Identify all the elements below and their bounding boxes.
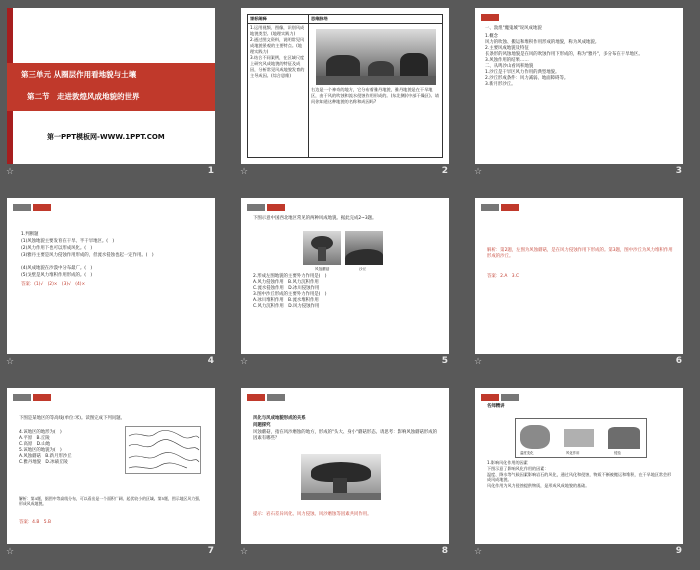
slide-4 [7, 198, 215, 354]
slide-3 [475, 8, 683, 164]
section-heading: 一、敦煌"魔鬼城"说风成地貌 [485, 26, 542, 31]
tab-red [33, 204, 51, 211]
star-icon: ☆ [474, 167, 483, 177]
slide-thumbnail-3[interactable] [470, 2, 688, 180]
answer-text: 答案：4.B 5.B [19, 520, 51, 525]
rock-illustration [520, 425, 550, 449]
explanation-text: 解析：第2题，左图为风蚀蘑菇，是在风力侵蚀作用下形成的。第3题，图中沙丘为风力堆积作用形成的沙丘。 [487, 248, 673, 259]
slide-thumbnail-7[interactable] [2, 382, 220, 560]
tip-text: 提示：岩石差异风化、风力侵蚀、风沙磨蚀等因素共同作用。 [253, 512, 372, 517]
diagram-label-2: 风化作用 [566, 451, 580, 455]
photo-label-left: 风蚀蘑菇 [315, 267, 330, 271]
answer-text: 答案：2.A 3.C [487, 274, 520, 279]
slide-6 [475, 198, 683, 354]
slide-thumbnail-8[interactable] [236, 382, 454, 560]
content-text: 1.概念 风力的吹蚀、搬运和堆积作用形成的地貌，称为风成地貌。 2.主要风成地貌及特征 长条形的风蚀地貌是在风的吹蚀作用下形成的，称为"雅丹"，多分布在干旱地区。 3.风蚀作用的结果…… 二、从鸣沙山看风积地貌 1.沙丘是干旱区风力作用的典型地貌。 2.沙丘形成条件：风力减弱、地面障碍等。 3.新月形沙丘。 [485, 34, 643, 87]
caption-text: 右边是一个神奇的地方，它分布着雅丹地貌，雅丹地貌是在干旱地区，由于风的吹蚀和流水侵蚀作用形成的。(东北侧)(中部干燥区)。请问你知道这种地貌的名称和成因吗? [311, 87, 439, 104]
section-title: 第二节 走进敦煌风成地貌的世界 [27, 92, 140, 101]
star-icon: ☆ [474, 357, 483, 367]
slide-number: 6 [675, 356, 682, 366]
slide-7 [7, 388, 215, 544]
question-title: 1.判断题 [21, 232, 39, 237]
slide-thumbnail-9[interactable] [470, 382, 688, 560]
star-icon: ☆ [240, 547, 249, 557]
diagram-label-3: 侵蚀 [614, 451, 621, 455]
tab-red [481, 394, 499, 401]
col2-header: 思维脉络 [309, 15, 443, 24]
contour-map [125, 426, 201, 474]
slide-number: 7 [207, 546, 214, 556]
guide-table [247, 14, 443, 158]
tab-grey [267, 394, 285, 401]
weathering-diagram [515, 418, 647, 458]
star-icon: ☆ [6, 167, 15, 177]
tab-red [267, 204, 285, 211]
slide-number: 8 [441, 546, 448, 556]
title-banner [7, 63, 215, 111]
slide-thumbnail-6[interactable] [470, 192, 688, 370]
tab-grey [13, 204, 31, 211]
tab-red [33, 394, 51, 401]
slide-number: 1 [207, 166, 214, 176]
answer-text: 答案：(1)√ (2)× (3)√ (4)× [21, 282, 86, 287]
question-2: (2)风力作用下也可以形成风化。( ) [21, 246, 93, 251]
photo-label-right: 沙丘 [359, 267, 367, 271]
star-icon: ☆ [240, 167, 249, 177]
tab-grey [501, 394, 519, 401]
intro-text: 下图是某地区的等高线(单位:米)。读图完成下列问题。 [19, 416, 125, 421]
slide-number: 4 [207, 356, 214, 366]
slide-8 [241, 388, 449, 544]
star-icon: ☆ [6, 547, 15, 557]
slide-number: 9 [675, 546, 682, 556]
tab-grey [247, 204, 265, 211]
mountain-illustration [608, 427, 640, 449]
slide-thumbnail-2[interactable] [236, 2, 454, 180]
template-link[interactable]: 第一PPT模板网-WWW.1PPT.COM [47, 133, 165, 141]
diagram-label-1: 温度变化 [520, 451, 534, 455]
slide-1 [7, 8, 215, 164]
slide-thumbnail-1[interactable] [2, 2, 220, 180]
tab-grey [481, 204, 499, 211]
question-3: (3)雅丹主要是风力侵蚀作用形成的，但流水侵蚀也起一定作用。( ) [21, 253, 154, 258]
question-1: (1)风蚀地貌主要发育在干旱、半干旱地区。( ) [21, 239, 115, 244]
cliff-illustration [564, 429, 594, 447]
questions-text: 4.该地区的地形为( ) A.平原 B.丘陵 C.高原 D.山地 5.该地区的地貌为( ) A.风蚀蘑菇 B.新月形沙丘 C.雅丹地貌 D.冰碛丘陵 [19, 430, 72, 465]
tab-red [501, 204, 519, 211]
tab-grey [13, 394, 31, 401]
slide-thumbnail-5[interactable] [236, 192, 454, 370]
slide-number: 3 [675, 166, 682, 176]
section-title: 名师精讲 [487, 404, 505, 409]
tab-red [247, 394, 265, 401]
explanation-text: 解析：第4题，据图中等高线分布，可以看出是一个面积广阔、起伏较小的区域。第5题，图示地区风力强，形成风成地貌。 [19, 496, 203, 507]
content-text: 1.影响风化作用的因素 下图示意了影响风化作用的因素： 温度、降水等气候因素影响岩石的风化，通过风化和侵蚀，物质不断被搬运和堆积，在干旱地区常会形成风成地貌。 风化作用为风力侵蚀提供物质，是形成风成地貌的基础。 [487, 460, 672, 489]
question-5: (5)戈壁是风力堆积作用形成的。( ) [21, 273, 93, 278]
yardang-photo [316, 29, 436, 85]
mushroom-rock-photo [301, 454, 381, 500]
slide-5 [241, 198, 449, 354]
intro-text: 下图示意中国西北地区常见的两种风成地貌。据此完成2~3题。 [253, 216, 377, 221]
question-4: (4)风成地貌在沙漠中分布最广。( ) [21, 266, 93, 271]
slide-thumbnail-4[interactable] [2, 192, 220, 370]
questions-text: 2.形成左图地貌的主要外力作用是( ) A.风力侵蚀作用 B.风力沉积作用 C.流水侵蚀作用 D.冰川侵蚀作用 3.图中沙丘形成的主要外力作用是( ) A.冰川堆积作用 B.流水堆积作用 C.风力沉积作用 D.风力侵蚀作用 [253, 274, 327, 309]
slide-9 [475, 388, 683, 544]
sand-dune-photo [345, 231, 383, 265]
star-icon: ☆ [474, 547, 483, 557]
problem-text: 风蚀蘑菇，指在风沙磨蚀的地方，形成的"头大、身小"蘑菇形态。请思考：影响风蚀蘑菇形成的因素有哪些？ [253, 430, 438, 441]
tab-marker [481, 14, 499, 21]
slide-number: 5 [441, 356, 448, 366]
mushroom-rock-photo [303, 231, 341, 265]
subsection-title: 问题探究 [253, 423, 271, 428]
star-icon: ☆ [6, 357, 15, 367]
unit-title: 第三单元 从圈层作用看地貌与土壤 [21, 70, 137, 79]
star-icon: ☆ [240, 357, 249, 367]
section-title: 风化与风成地貌形成的关系 [253, 416, 306, 421]
col1-header: 课标阐释 [248, 15, 309, 24]
slide-2 [241, 8, 449, 164]
objectives-text: 1.运用视频、图像，识别风成地貌类型。(地理实践力) 2.通过图文资料，说明常见风成地貌景观的主要特点。(地理实践力) 3.结合不同案例，在区域尺度上研究风成地貌的特征及成因，分析常见风成地貌发育的主导成因。(综合思维) [248, 24, 309, 158]
slide-number: 2 [441, 166, 448, 176]
